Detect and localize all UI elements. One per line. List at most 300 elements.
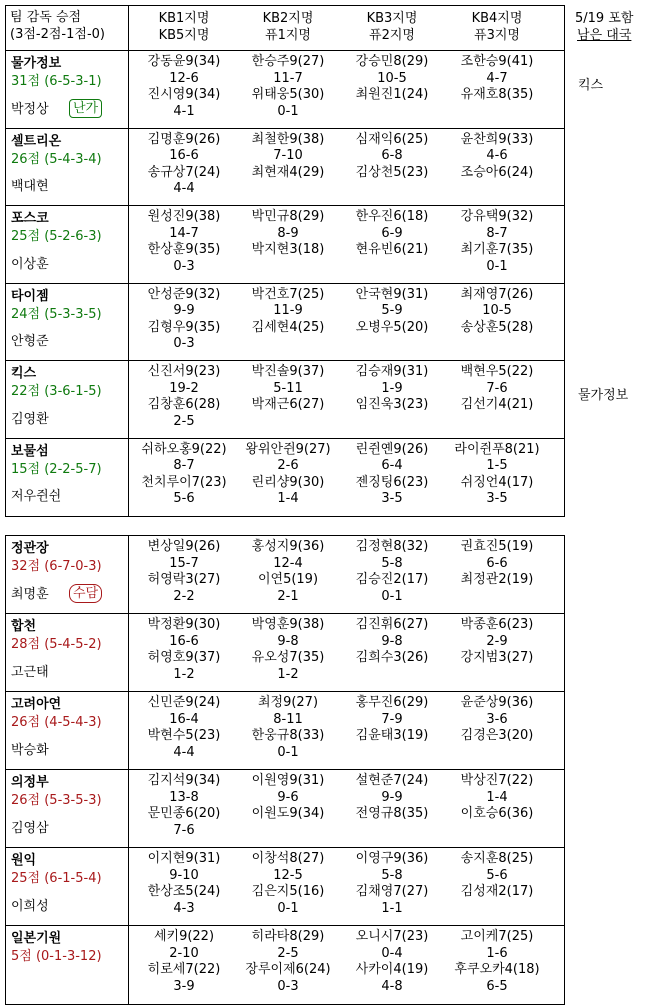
player-primary: 최재영7(26): [460, 286, 534, 302]
player-secondary: 김창훈6(28): [147, 397, 221, 412]
player-cell: [236, 287, 340, 353]
player-primary: 히라타8(29): [251, 929, 325, 944]
record-secondary: [236, 181, 340, 198]
player-secondary: 김성재2(17): [460, 884, 534, 899]
player-secondary: 박지현3(18): [251, 242, 325, 257]
player-cell: [340, 287, 444, 353]
player-cell: [236, 773, 340, 839]
player-secondary: 임진욱3(23): [355, 397, 429, 412]
player-secondary: 허영호9(37): [147, 650, 221, 665]
record-secondary: [340, 414, 444, 431]
table-row: [6, 536, 564, 614]
record-secondary: [340, 181, 444, 198]
table-row: [6, 206, 564, 284]
player-primary: 이원영9(31): [251, 773, 325, 788]
player-primary: 송지훈8(25): [460, 851, 534, 866]
player-secondary: 김승진2(17): [355, 572, 429, 587]
team-score: 26점 (5-4-3-4): [11, 151, 102, 167]
team-name: 물가정보: [11, 56, 62, 71]
player-primary: 윤준상9(36): [460, 695, 534, 710]
record-secondary: 4-8: [381, 978, 403, 994]
player-secondary: 젠징팅6(23): [355, 474, 429, 490]
player-secondary: 린리샹9(30): [251, 474, 325, 490]
record-primary: 13-8: [169, 789, 199, 805]
player-secondary: 후쿠오카4(18): [454, 962, 540, 977]
record-primary: 1-4: [486, 789, 508, 805]
manager-name: 이상훈: [11, 256, 49, 272]
header-col-1: [132, 10, 236, 44]
player-primary: 강유택9(32): [460, 209, 534, 224]
record-primary: 16-6: [169, 633, 199, 649]
team-cell: [6, 129, 129, 206]
player-primary: 김정현8(32): [355, 539, 429, 554]
header-col-3: [340, 10, 444, 44]
record-secondary: [340, 259, 444, 276]
record-secondary: 3-9: [173, 978, 195, 994]
record-secondary: 0-3: [173, 258, 195, 274]
team-score: 26점 (4-5-4-3): [11, 715, 102, 730]
record-primary: 8-11: [273, 711, 303, 727]
player-cell: [445, 773, 549, 839]
player-cell: [445, 132, 549, 198]
team-cell: [6, 692, 129, 769]
record-primary: 5-8: [381, 555, 403, 571]
record-primary: 5-9: [381, 303, 403, 318]
record-primary: 2-9: [486, 633, 508, 649]
record-primary: 15-7: [169, 555, 199, 571]
player-cell: [236, 442, 340, 508]
record-primary: 4-7: [486, 70, 508, 86]
player-primary: 안성준9(32): [147, 286, 221, 302]
standings-table-1: [5, 5, 565, 517]
header-col-4-line2: 퓨3지명: [474, 28, 520, 43]
player-secondary: 강지범3(27): [460, 650, 534, 665]
team-score: 32점 (6-7-0-3): [11, 559, 102, 574]
player-primary: 이창석8(27): [251, 851, 325, 866]
player-cell: [132, 287, 236, 353]
side-remaining-label: 남은 대국: [577, 28, 632, 43]
player-primary: 김지석9(34): [147, 773, 221, 788]
player-primary: 라이쥔푸8(21): [454, 441, 540, 457]
table-row: [6, 848, 564, 926]
player-cell: [132, 773, 236, 839]
player-secondary: 허영락3(27): [147, 572, 221, 587]
record-primary: 6-8: [381, 148, 403, 163]
player-secondary: 조승아6(24): [460, 164, 534, 180]
record-primary: 5-8: [381, 867, 403, 883]
team-name: 의정부: [11, 775, 49, 790]
team-cell: [6, 284, 129, 361]
record-secondary: 0-3: [277, 978, 299, 994]
player-secondary: 사카이4(19): [355, 962, 429, 977]
table-row: [6, 692, 564, 770]
record-secondary: 0-1: [277, 744, 299, 760]
team-name: 포스코: [11, 211, 49, 226]
team-name: 원익: [11, 853, 37, 868]
record-secondary: [340, 336, 444, 353]
player-primary: 박상진7(22): [460, 773, 534, 788]
player-secondary: 김윤태3(19): [355, 728, 429, 743]
record-primary: 12-6: [169, 70, 199, 86]
player-cell: [445, 929, 549, 995]
player-cell: [236, 929, 340, 995]
player-primary: 윤찬희9(33): [460, 131, 534, 147]
header-team-label: 팀 감독 승점: [10, 10, 82, 25]
record-secondary: [236, 414, 340, 431]
player-secondary: 최현재4(29): [251, 164, 325, 180]
player-primary: 오니시7(23): [355, 929, 429, 944]
player-cell: [445, 209, 549, 275]
player-cell: [236, 132, 340, 198]
player-primary: 김진휘6(27): [355, 617, 429, 632]
player-cell: [132, 54, 236, 120]
record-primary: 12-5: [273, 867, 303, 883]
player-secondary: 문민종6(20): [147, 806, 221, 821]
record-secondary: [340, 823, 444, 840]
player-primary: 강승민8(29): [355, 54, 429, 69]
record-secondary: [340, 104, 444, 121]
player-primary: 최정9(27): [257, 695, 319, 710]
record-primary: 9-8: [381, 633, 403, 649]
manager-name: 김영환: [11, 411, 49, 427]
record-secondary: 0-1: [486, 258, 508, 274]
record-primary: 8-7: [173, 458, 195, 473]
player-cell: [236, 209, 340, 275]
player-secondary: 이원도9(34): [251, 806, 325, 821]
team-cell: [6, 614, 129, 691]
player-primary: 심재익6(25): [355, 131, 429, 147]
player-primary: 세키9(22): [153, 929, 215, 944]
team-score: 25점 (6-1-5-4): [11, 871, 102, 886]
record-secondary: 6-5: [486, 978, 508, 994]
record-secondary: 4-3: [173, 900, 195, 916]
record-primary: 7-10: [273, 148, 303, 163]
record-primary: 11-9: [273, 303, 303, 318]
record-secondary: [445, 823, 549, 840]
team-name: 고려아연: [11, 697, 62, 712]
manager-name: 최명훈: [11, 587, 49, 602]
player-primary: 한우진6(18): [355, 209, 429, 224]
player-primary: 홍성지9(36): [251, 539, 325, 554]
record-secondary: 2-5: [173, 413, 195, 429]
record-secondary: 5-6: [173, 491, 195, 506]
player-cell: [236, 364, 340, 430]
player-secondary: 김선기4(21): [460, 397, 534, 412]
team-name: 타이젬: [11, 288, 49, 304]
record-primary: 8-9: [277, 225, 299, 241]
team-score: 24점 (5-3-3-5): [11, 306, 102, 322]
record-primary: 9-9: [173, 303, 195, 318]
record-secondary: [445, 745, 549, 762]
record-secondary: [236, 336, 340, 353]
record-primary: 2-6: [277, 458, 299, 473]
player-primary: 설현준7(24): [355, 773, 429, 788]
player-primary: 최철한9(38): [251, 131, 325, 147]
record-secondary: 4-4: [173, 181, 195, 196]
table-row: [6, 614, 564, 692]
player-primary: 린쥔옌9(26): [355, 441, 429, 457]
record-secondary: [445, 667, 549, 684]
manager-name: 백대현: [11, 179, 49, 194]
record-secondary: [445, 589, 549, 606]
player-cell: [132, 209, 236, 275]
team-cell: [6, 536, 129, 613]
table-row: [6, 129, 564, 207]
player-cell: [132, 442, 236, 508]
player-cell: [340, 132, 444, 198]
record-primary: 5-11: [273, 380, 303, 396]
side-date-label: 5/19 포함: [575, 11, 634, 26]
record-secondary: [445, 901, 549, 918]
player-secondary: 김희수3(26): [355, 650, 429, 665]
record-secondary: 1-1: [381, 900, 403, 916]
record-secondary: 2-1: [277, 588, 299, 604]
player-primary: 이영구9(36): [355, 851, 429, 866]
header-col-2: [236, 10, 340, 44]
side-header: [575, 10, 633, 44]
team-cell: [6, 361, 129, 438]
team-score: 26점 (5-3-5-3): [11, 793, 102, 808]
record-primary: 2-5: [277, 945, 299, 961]
manager-name: 박정상: [11, 101, 49, 117]
player-secondary: 한웅규8(33): [251, 728, 325, 743]
record-primary: 6-6: [486, 555, 508, 571]
player-secondary: 장루이제6(24): [245, 962, 331, 977]
player-secondary: 쉬징언4(17): [460, 474, 534, 490]
player-secondary: 현유빈6(21): [355, 242, 429, 257]
player-cell: [236, 617, 340, 683]
manager-name: 고근태: [11, 665, 49, 680]
record-secondary: 4-1: [173, 103, 195, 119]
player-secondary: 김경은3(20): [460, 728, 534, 743]
record-primary: 1-6: [486, 945, 508, 961]
player-primary: 신민준9(24): [147, 695, 221, 710]
header-team-col: [6, 6, 129, 50]
table-row: [6, 926, 564, 1004]
record-primary: 11-7: [273, 70, 303, 86]
record-primary: 10-5: [377, 70, 407, 86]
table-body: [6, 536, 564, 1004]
player-secondary: 진시영9(34): [147, 87, 221, 102]
player-cell: [132, 695, 236, 761]
header-col-4: [445, 10, 549, 44]
record-secondary: [340, 745, 444, 762]
player-secondary: 유오성7(35): [251, 650, 325, 665]
player-cell: [340, 539, 444, 605]
record-secondary: 1-2: [173, 666, 195, 682]
player-cell: [340, 54, 444, 120]
player-cell: [340, 851, 444, 917]
team-cell: [6, 439, 129, 517]
player-cell: [340, 617, 444, 683]
player-secondary: 이연5(19): [257, 572, 319, 587]
player-secondary: 박재근6(27): [251, 397, 325, 412]
record-primary: 4-6: [486, 148, 508, 163]
player-primary: 박정환9(30): [147, 617, 221, 632]
player-primary: 박종훈6(23): [460, 617, 534, 632]
team-score: 15점 (2-2-5-7): [11, 461, 102, 477]
table-body: [6, 51, 564, 516]
player-secondary: 김형우9(35): [147, 319, 221, 335]
record-secondary: 1-2: [277, 666, 299, 682]
record-primary: 6-4: [381, 458, 403, 473]
record-primary: 0-4: [381, 945, 403, 961]
team-score: 25점 (5-2-6-3): [11, 229, 102, 244]
team-name: 정관장: [11, 541, 49, 556]
player-primary: 김명훈9(26): [147, 131, 221, 147]
player-secondary: 이호승6(36): [460, 806, 534, 821]
player-cell: [340, 209, 444, 275]
player-cell: [445, 442, 549, 508]
team-cell: [6, 926, 129, 1004]
player-cell: [445, 695, 549, 761]
player-secondary: 최원진1(24): [355, 87, 429, 102]
table-row: [6, 284, 564, 362]
record-primary: 8-7: [486, 225, 508, 241]
player-cell: [236, 851, 340, 917]
record-primary: 9-8: [277, 633, 299, 649]
manager-name: 이희성: [11, 899, 49, 914]
remaining-opponent: 물가정보: [578, 388, 629, 403]
record-primary: 16-4: [169, 711, 199, 727]
record-secondary: 7-6: [173, 822, 195, 838]
player-cell: [445, 287, 549, 353]
table-row: [6, 361, 564, 439]
record-secondary: [236, 259, 340, 276]
player-primary: 박진솔9(37): [251, 364, 325, 379]
manager-name: 안형준: [11, 334, 49, 349]
header-points-rule: (3점-2점-1점-0): [10, 27, 105, 42]
player-primary: 백현우5(22): [460, 364, 534, 379]
team-score: 22점 (3-6-1-5): [11, 384, 102, 399]
player-secondary: 김채영7(27): [355, 884, 429, 899]
player-cell: [445, 54, 549, 120]
manager-name: 저우쥔쉰: [11, 489, 62, 504]
player-primary: 박민규8(29): [251, 209, 325, 224]
record-primary: 6-9: [381, 225, 403, 241]
team-name: 일본기원: [11, 931, 62, 946]
table-row: [6, 439, 564, 517]
player-cell: [340, 773, 444, 839]
player-secondary: 최정관2(19): [460, 572, 534, 587]
player-secondary: 김상천5(23): [355, 164, 429, 180]
player-cell: [445, 851, 549, 917]
player-secondary: 김은지5(16): [251, 884, 325, 899]
record-secondary: 0-1: [277, 103, 299, 119]
player-secondary: 위태웅5(30): [251, 87, 325, 102]
player-cell: [340, 929, 444, 995]
player-cell: [132, 929, 236, 995]
header-col-3-line2: 퓨2지명: [369, 28, 415, 43]
team-name: 킥스: [11, 366, 37, 381]
player-cell: [340, 442, 444, 508]
record-primary: 7-6: [486, 380, 508, 396]
header-col-4-line1: KB4지명: [471, 11, 523, 26]
player-cell: [445, 617, 549, 683]
player-secondary: 박현수5(23): [147, 728, 221, 743]
player-cell: [132, 539, 236, 605]
record-primary: 16-6: [169, 148, 199, 163]
player-secondary: 오병우5(20): [355, 319, 429, 335]
player-primary: 한승주9(27): [251, 54, 325, 69]
player-primary: 이지현9(31): [147, 851, 221, 866]
team-cell: [6, 206, 129, 283]
record-secondary: 2-2: [173, 588, 195, 604]
team-cell: [6, 848, 129, 925]
record-primary: 14-7: [169, 225, 199, 241]
manager-badge: 수담: [69, 584, 102, 603]
table-row: [6, 51, 564, 129]
record-secondary: [445, 414, 549, 431]
player-cell: [445, 539, 549, 605]
player-secondary: 송상훈5(28): [460, 319, 534, 335]
record-primary: 3-6: [486, 711, 508, 727]
header-col-2-line2: 퓨1지명: [265, 28, 311, 43]
team-name: 합천: [11, 619, 37, 634]
record-secondary: [445, 181, 549, 198]
player-cell: [132, 617, 236, 683]
player-primary: 고이케7(25): [460, 929, 534, 944]
player-primary: 원성진9(38): [147, 209, 221, 224]
player-secondary: 최기훈7(35): [460, 242, 534, 257]
record-secondary: 1-4: [277, 491, 299, 506]
record-primary: 9-10: [169, 867, 199, 883]
header-col-3-line1: KB3지명: [366, 11, 418, 26]
player-cell: [445, 364, 549, 430]
record-secondary: 3-5: [381, 491, 403, 506]
manager-name: 박승화: [11, 743, 49, 758]
record-primary: 1-5: [486, 458, 508, 473]
player-primary: 변상일9(26): [147, 539, 221, 554]
table-row: [6, 770, 564, 848]
player-cell: [340, 364, 444, 430]
record-primary: 19-2: [169, 380, 199, 396]
player-primary: 안국현9(31): [355, 286, 429, 302]
player-primary: 신진서9(23): [147, 364, 221, 379]
player-cell: [236, 539, 340, 605]
player-secondary: 유재호8(35): [460, 87, 534, 102]
player-secondary: 한상조5(24): [147, 884, 221, 899]
player-cell: [132, 364, 236, 430]
team-name: 셀트리온: [11, 133, 62, 149]
manager-badge: 난가: [69, 99, 102, 118]
remaining-opponent: 킥스: [578, 78, 604, 93]
player-secondary: 히로세7(22): [147, 962, 221, 977]
record-primary: 9-6: [277, 789, 299, 805]
record-secondary: 3-5: [486, 491, 508, 506]
standings-table-2: [5, 535, 565, 1005]
player-cell: [340, 695, 444, 761]
player-primary: 조한승9(41): [460, 54, 534, 69]
player-cell: [132, 851, 236, 917]
player-cell: [236, 54, 340, 120]
manager-name: 김영삼: [11, 821, 49, 836]
team-cell: [6, 51, 129, 128]
record-primary: 1-9: [381, 380, 403, 396]
player-secondary: 천치루이7(23): [141, 474, 227, 490]
player-primary: 왕위안쥔9(27): [245, 441, 331, 457]
record-secondary: 0-1: [277, 900, 299, 916]
team-score: 5점 (0-1-3-12): [11, 949, 102, 964]
player-primary: 권효진5(19): [460, 539, 534, 554]
header-col-1-line2: KB5지명: [158, 28, 210, 43]
player-primary: 강동윤9(34): [147, 54, 221, 69]
player-primary: 박영훈9(38): [251, 617, 325, 632]
player-cell: [236, 695, 340, 761]
table-header: [6, 6, 564, 51]
player-primary: 쉬하오홍9(22): [141, 441, 227, 457]
team-score: 28점 (5-4-5-2): [11, 637, 102, 652]
